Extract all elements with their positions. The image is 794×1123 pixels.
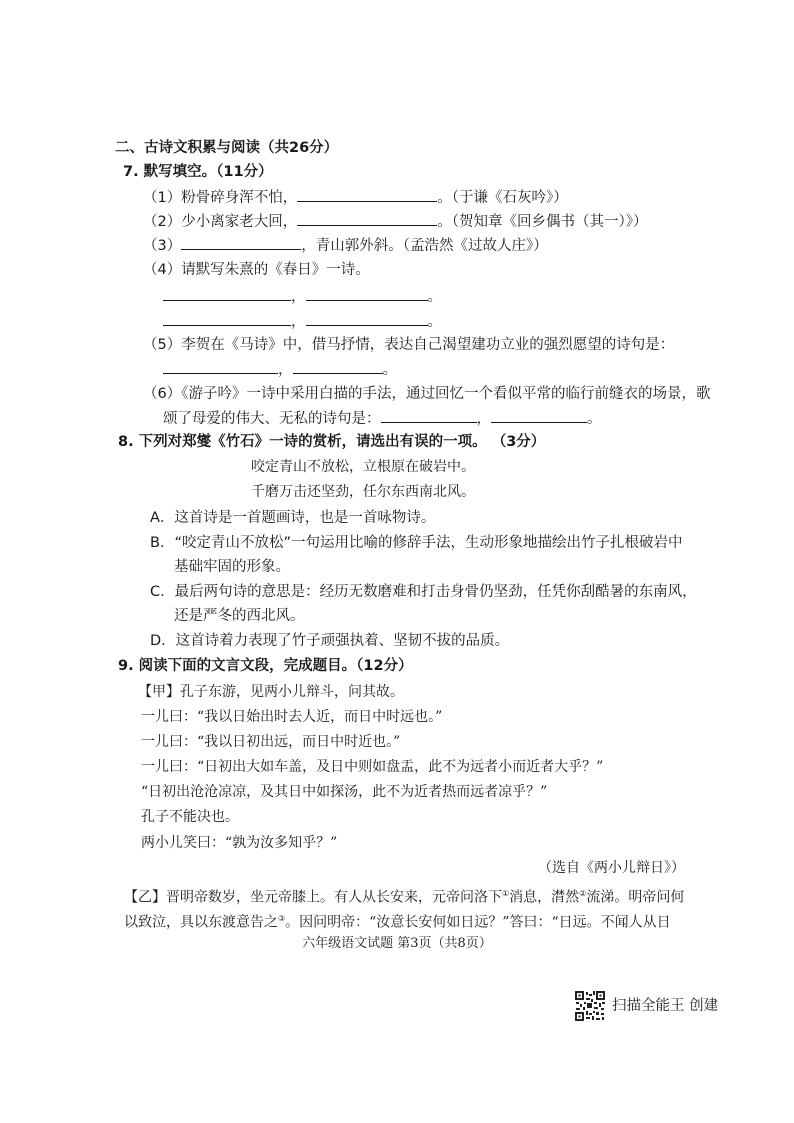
q9-stem: 9. 阅读下面的文言文段，完成题目。（12分） [118,658,413,674]
answer-blank[interactable] [163,286,291,301]
answer-blank[interactable] [293,359,383,374]
scanner-watermark-label: 扫描全能王 创建 [612,998,719,1014]
footnote-marker: ② [579,889,587,898]
q7-stem: 7. 默写填空。（11分） [123,164,273,180]
q7-item-3-prompt: （3） [143,238,182,254]
answer-blank[interactable] [297,211,437,226]
passage-yi-text: 【乙】晋明帝数岁，坐元帝膝上。有人从长安来，元帝问洛下 [124,889,502,906]
punct-comma: ， [291,289,306,305]
answer-blank[interactable] [163,311,291,326]
punct-period: 。 [427,289,442,305]
poem-line-2: 千磨万击还坚劲，任尔东西南北风。 [251,484,475,500]
q8-option-c[interactable]: C．最后两句诗的意思是：经历无数磨难和打击身骨仍坚劲，任凭你刮酷暑的东南风， [150,584,697,600]
answer-blank[interactable] [306,286,428,301]
passage-jia-line-6: 孔子不能决也。 [141,809,239,825]
passage-yi-line-2 [124,909,671,933]
passage-jia-line-3: 一儿曰：“我以日初出远，而日中时近也。” [141,734,401,750]
punct-period: 。 [427,314,442,330]
punct-period: 。 [382,362,397,378]
q7-item-4-row-1 [163,286,442,307]
passage-yi-text: 消息，潸然 [509,889,580,906]
q8-option-b-cont: 基础牢固的形象。 [174,559,290,575]
q7-item-4-row-2 [163,311,442,332]
q7-item-6-line-2 [163,408,602,429]
passage-yi-text: 。因问明帝：“汝意长安何如日远？”答曰：“日远。不闻人从日 [285,914,671,931]
q8-option-d[interactable]: D．这首诗着力表现了竹子顽强执着、坚韧不拔的品质。 [150,633,510,649]
answer-blank[interactable] [381,408,477,423]
punct-comma: ， [476,411,491,427]
q7-item-1-prompt: （1）粉骨碎身浑不怕， [143,190,298,206]
answer-blank[interactable] [306,311,428,326]
punct-comma: ， [278,362,293,378]
answer-blank[interactable] [163,359,278,374]
passage-jia-line-4: 一儿曰：“日初出大如车盖，及日中则如盘盂，此不为远者小而近者大乎？” [141,759,604,775]
page-footer: 六年级语文试题 第3页（共8页） [302,936,492,951]
q7-item-1-source: 。（于谦《石灰吟》） [437,190,568,206]
q8-option-b[interactable]: B．“咬定青山不放松”一句运用比喻的修辞手法，生动形象地描绘出竹子扎根破岩中 [150,535,683,551]
q8-option-a[interactable]: A．这首诗是一首题画诗，也是一首咏物诗。 [150,510,436,526]
footnote-marker: ③ [278,914,286,923]
punct-comma: ， [291,314,306,330]
passage-yi-text: 以致泣，具以东渡意告之 [124,914,278,931]
q7-item-2 [143,211,647,232]
passage-jia-line-7: 两小儿笑曰：“孰为汝多知乎？” [141,835,338,851]
answer-blank[interactable] [181,235,301,250]
punct-period: 。 [587,411,602,427]
passage-yi-line-1 [124,884,684,908]
q7-item-4: （4）请默写朱熹的《春日》一诗。 [143,262,370,278]
q7-item-2-source: 。（贺知章《回乡偶书（其一）》） [437,214,648,230]
section-title: 二、古诗文积累与阅读（共26分） [115,140,339,156]
q7-item-3 [143,235,548,256]
q7-item-5: （5）李贺在《马诗》中，借马抒情，表达自己渴望建功立业的强烈愿望的诗句是： [143,337,675,353]
passage-jia-line-2: 一儿曰：“我以日始出时去人近，而日中时远也。” [141,709,443,725]
passage-jia-source: （选自《两小儿辩日》） [538,860,685,876]
q7-item-2-prompt: （2）少小离家老大回， [143,214,298,230]
q8-stem: 8. 下列对郑燮《竹石》一诗的赏析，请选出有误的一项。 （3分） [118,434,546,450]
passage-yi-text: 流涕。明帝问何 [586,889,685,906]
q7-item-5-answer [163,359,397,380]
q8-option-c-cont: 还是严冬的西北风。 [174,608,305,624]
passage-jia-line-1: 【甲】孔子东游，见两小儿辩斗，问其故。 [138,684,404,700]
q7-item-6-prompt: 颂了母爱的伟大、无私的诗句是： [163,411,381,427]
q7-item-1 [143,187,568,208]
q7-item-3-source: ，青山郭外斜。（孟浩然《过故人庄》） [301,238,548,254]
poem-line-1: 咬定青山不放松，立根原在破岩中。 [251,459,475,475]
qr-code-icon [574,990,606,1022]
answer-blank[interactable] [297,187,437,202]
q7-item-6-line-1: （6）《游子吟》一诗中采用白描的手法，通过回忆一个看似平常的临行前缝衣的场景，歌 [143,386,711,402]
answer-blank[interactable] [491,408,587,423]
footnote-marker: ① [502,889,510,898]
passage-jia-line-5: “日初出沧沧凉凉，及其日中如探汤，此不为近者热而远者凉乎？” [141,784,548,800]
